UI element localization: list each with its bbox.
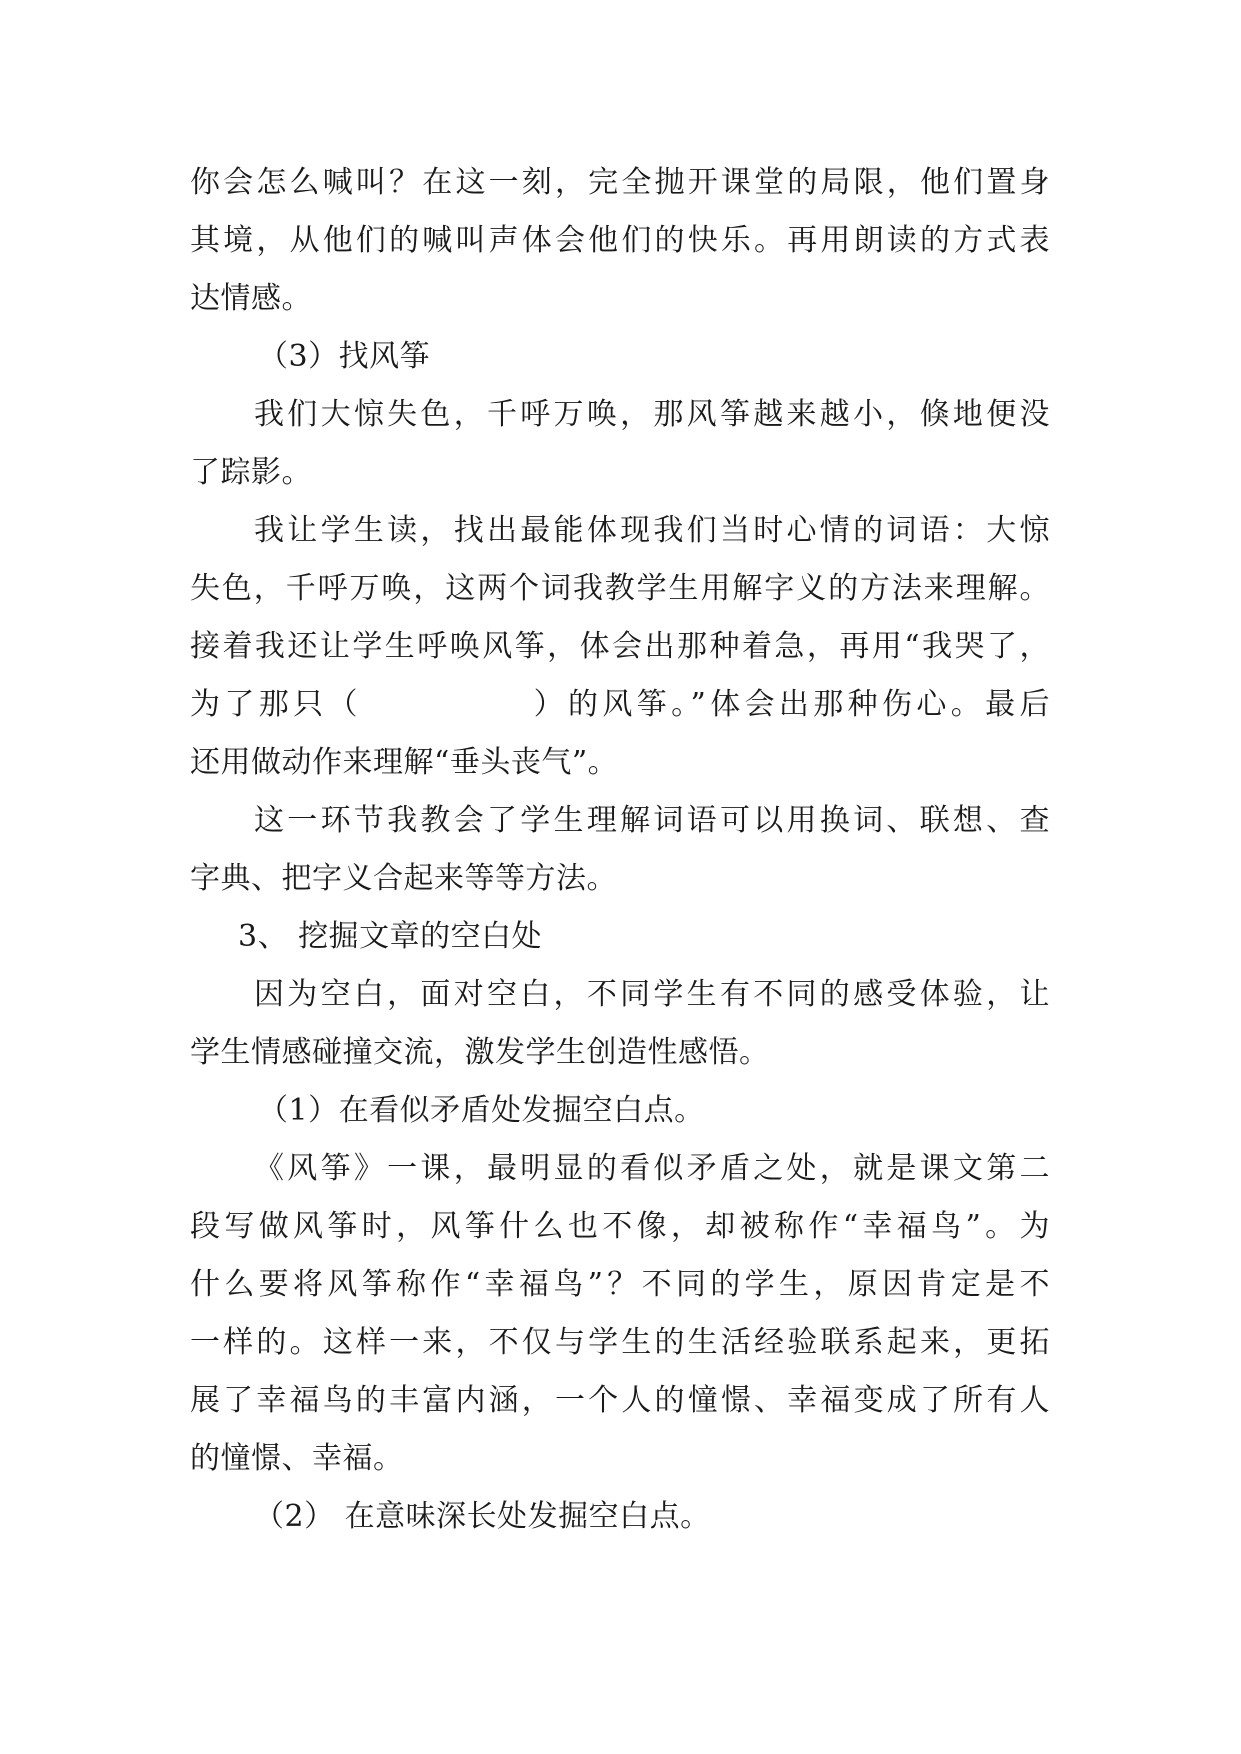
text-line: 《风筝》一课，最明显的看似矛盾之处，就是课文第二 — [254, 1151, 1050, 1186]
paragraph — [190, 1140, 1050, 1488]
text-line: 什么要将风筝称作“幸福鸟”？不同的学生，原因肯定是不 — [190, 1267, 1050, 1302]
subheading — [190, 328, 1050, 386]
paragraph — [190, 966, 1050, 1082]
paragraph — [190, 792, 1050, 908]
paragraph — [190, 154, 1050, 328]
text-line: 失色，千呼万唤，这两个词我教学生用解字义的方法来理解。 — [190, 571, 1050, 606]
text-line: 学生情感碰撞交流，激发学生创造性感悟。 — [190, 1035, 770, 1070]
text-line: 因为空白，面对空白，不同学生有不同的感受体验，让 — [254, 977, 1050, 1012]
text-line: 这一环节我教会了学生理解词语可以用换词、联想、查 — [254, 803, 1050, 838]
text-line: 还用做动作来理解“垂头丧气”。 — [190, 745, 619, 780]
subheading — [190, 1082, 1050, 1140]
text-line: 我们大惊失色，千呼万唤，那风筝越来越小，倏地便没 — [254, 397, 1050, 432]
text-line: （2） 在意味深长处发掘空白点。 — [254, 1499, 711, 1534]
text-line: 我让学生读，找出最能体现我们当时心情的词语：大惊 — [254, 513, 1050, 548]
document-body — [190, 154, 1050, 1546]
text-line: 段写做风筝时，风筝什么也不像，却被称作“幸福鸟”。为 — [190, 1209, 1050, 1244]
text-line: （3）找风筝 — [258, 339, 431, 374]
text-line: 一样的。这样一来，不仅与学生的生活经验联系起来，更拓 — [190, 1325, 1050, 1360]
text-line: 的憧憬、幸福。 — [190, 1441, 404, 1476]
text-line: 展了幸福鸟的丰富内涵，一个人的憧憬、幸福变成了所有人 — [190, 1383, 1050, 1418]
section-heading — [190, 908, 1050, 966]
text-line: 3、 挖掘文章的空白处 — [238, 919, 543, 954]
text-line: 了踪影。 — [190, 455, 312, 490]
paragraph — [190, 386, 1050, 502]
text-line: 为了那只（ ）的风筝。”体会出那种伤心。最后 — [190, 687, 1050, 722]
text-line: 其境，从他们的喊叫声体会他们的快乐。再用朗读的方式表 — [190, 223, 1050, 258]
text-line: 字典、把字义合起来等等方法。 — [190, 861, 617, 896]
text-line: （1）在看似矛盾处发掘空白点。 — [258, 1093, 705, 1128]
subheading — [190, 1488, 1050, 1546]
paragraph — [190, 502, 1050, 792]
text-line: 达情感。 — [190, 281, 312, 316]
text-line: 你会怎么喊叫？在这一刻，完全抛开课堂的局限，他们置身 — [190, 165, 1050, 200]
text-line: 接着我还让学生呼唤风筝，体会出那种着急，再用“我哭了， — [190, 629, 1050, 664]
